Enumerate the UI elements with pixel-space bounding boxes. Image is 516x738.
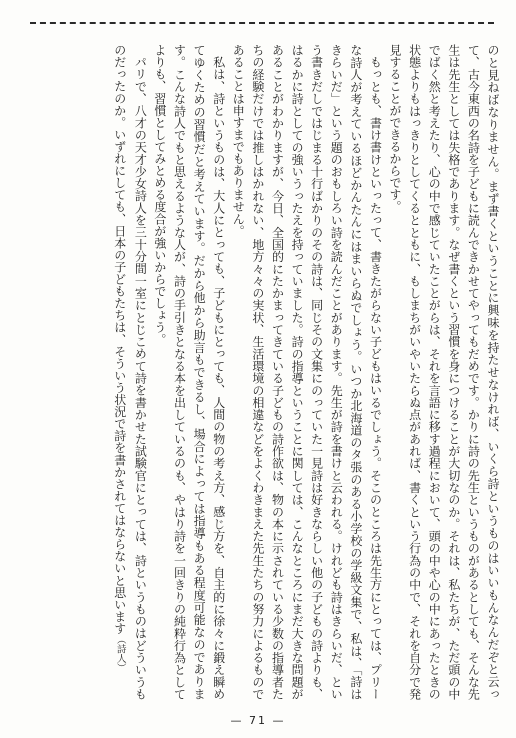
top-dashed-rule	[30, 22, 494, 24]
paragraph-4-text: パリで、八才の天才少女詩人を三十分間一室にとじこめて詩を書かせた試験官にとっては、詩というものはどういうものだったのか。いずれにしても、日本の子どもたちは、そういう状況で詩を書かされてはならないと思います	[112, 44, 148, 700]
paragraph-1: のと見ねばなりません。まず書くということに興味を持たせなければ、いくら詩というものはいいもんなんだぞと云って、古今東西の名詩を子どもに読んできかせてやってもだめです。かりに詩の先生というものがあるとしても、そんな先生は先生としては失格であります。なぜ書くという習慣を身につけることが大切なのか。それは、私たちが、ただ頭の中でばく然と考えたり、心の中で感じていたことがらは、それを言語に移す過程において、頭の中や心の中にあったときの状態よりもはっきりとしてくるとともに、もしまちがいやいたらぬ点があれば、書くという行為の中で、それを自分で発見することができるからです。	[388, 44, 500, 700]
paragraph-2: もっとも、書け書けといったって、書きたがらない子どもはいるでしょう。そこのところは先生方にとっては、プリーな詩人が考えているほどかんたんにはまいらぬでしょう。いつか北海道のタ張のある小学校の学級文集で、私は、「詩はきらいだ」という題のおもしろい詩を読んだことがあります。先生が詩を書けと云われる。けれども詩はきらいだ、という書きだしではじまる十行ばかりのその詩は、同じその文集にのっていた一見詩は好きならしい他の子どもの詩よりも、はるかに詩としての強いうったえを持っていました。詩の指導ということに関しては、こんなところにまだ大きな問題があることがわかりますが、今日、全国的にたかまってきている子どもの詩作欲は、物の本に示されている少数の指導者たちの経験だけでは推しはかれない、地方々々の実状、生活環境の相違などをよくわきまえた先生たちの努力によるものであることは申すまでもありません。	[231, 44, 383, 700]
body-text-area	[30, 44, 502, 700]
author-note: （詩人）	[114, 634, 126, 673]
page-number: — 71 —	[230, 714, 286, 727]
paragraph-3: 私は、詩というものは、大人にとっても、子どもにとっても、人間の物の考え方、感じ方を、自主的に徐々に鍛え瞬めてゆくための習慣だと考えています。だから他から助言もできるし、場合によっては指導もある程度可能なのであります。こんな詩人でもと思えるような人が、詩の手引きとなる本を出しているのも、やはり詩を一回きりの純粋行為としてよりも、習慣としてみとめる度合が強いからでしょう。	[152, 44, 226, 700]
vertical-body-text	[30, 44, 502, 700]
paragraph-4	[109, 44, 149, 700]
